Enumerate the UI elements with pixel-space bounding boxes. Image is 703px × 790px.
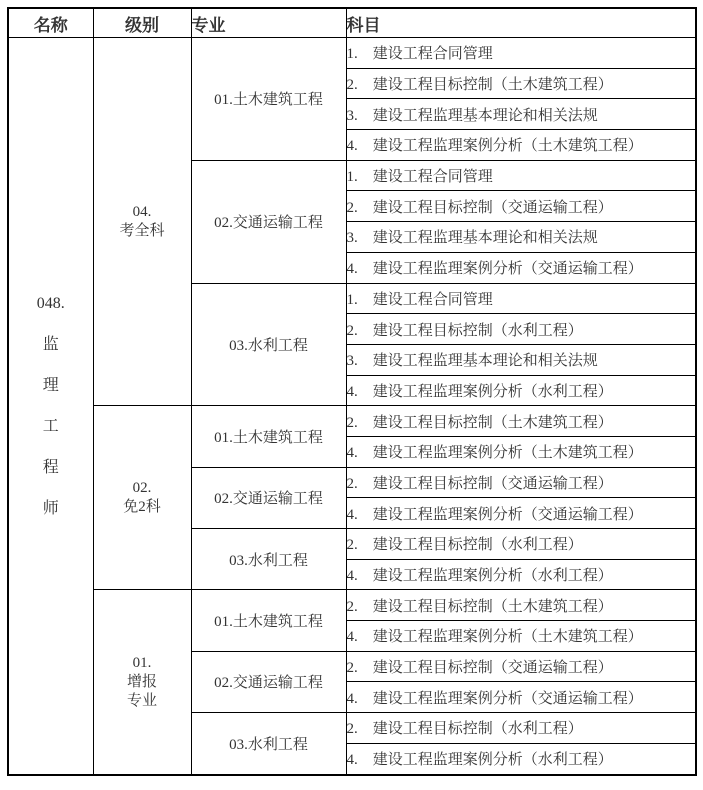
col-header-subject: 科目: [346, 8, 696, 38]
subject-cell: 2. 建设工程目标控制（土木建筑工程）: [346, 68, 696, 99]
subject-cell: 2. 建设工程目标控制（土木建筑工程）: [346, 406, 696, 437]
name-char: 工: [42, 418, 59, 435]
level-cell: [93, 38, 191, 406]
table-row: [8, 38, 696, 69]
level-label-line: 专业: [126, 692, 157, 709]
major-cell: 01.土木建筑工程: [191, 590, 346, 651]
table-body: [8, 38, 696, 776]
major-cell: 03.水利工程: [191, 283, 346, 406]
subject-cell: 2. 建设工程目标控制（交通运输工程）: [346, 467, 696, 498]
name-char: 程: [42, 459, 59, 476]
name-char: 理: [42, 377, 59, 394]
subject-cell: 4. 建设工程监理案例分析（土木建筑工程）: [346, 130, 696, 161]
level-label-line: 增报: [126, 673, 157, 690]
subject-cell: 1. 建设工程合同管理: [346, 283, 696, 314]
header-row: [8, 8, 696, 38]
col-header-major: 专业: [191, 8, 346, 38]
col-header-name: 名称: [8, 8, 93, 38]
major-cell: 01.土木建筑工程: [191, 38, 346, 161]
major-cell: 02.交通运输工程: [191, 651, 346, 712]
subject-cell: 2. 建设工程目标控制（水利工程）: [346, 713, 696, 744]
name-code: 048.: [36, 295, 65, 312]
name-char: 师: [42, 500, 59, 517]
subject-cell: 2. 建设工程目标控制（水利工程）: [346, 314, 696, 345]
name-char: 监: [42, 336, 59, 353]
table-row: [8, 590, 696, 621]
level-cell: [93, 590, 191, 775]
subject-cell: 2. 建设工程目标控制（交通运输工程）: [346, 191, 696, 222]
subject-cell: 4. 建设工程监理案例分析（水利工程）: [346, 743, 696, 775]
major-cell: 03.水利工程: [191, 713, 346, 775]
subject-cell: 4. 建设工程监理案例分析（交通运输工程）: [346, 252, 696, 283]
level-label-line: 考全科: [119, 222, 165, 239]
major-cell: 03.水利工程: [191, 529, 346, 590]
subject-cell: 4. 建设工程监理案例分析（交通运输工程）: [346, 682, 696, 713]
level-label-line: 02.: [132, 479, 152, 496]
subject-cell: 4. 建设工程监理案例分析（交通运输工程）: [346, 498, 696, 529]
table-row: [8, 406, 696, 437]
page: [0, 7, 703, 776]
subject-cell: 1. 建设工程合同管理: [346, 160, 696, 191]
subject-cell: 4. 建设工程监理案例分析（水利工程）: [346, 559, 696, 590]
level-label-line: 01.: [132, 654, 152, 671]
subject-cell: 2. 建设工程目标控制（土木建筑工程）: [346, 590, 696, 621]
subject-cell: 4. 建设工程监理案例分析（土木建筑工程）: [346, 436, 696, 467]
major-cell: 01.土木建筑工程: [191, 406, 346, 467]
exam-subjects-table: [7, 7, 697, 776]
major-cell: 02.交通运输工程: [191, 467, 346, 528]
col-header-level: 级别: [93, 8, 191, 38]
level-cell: [93, 406, 191, 590]
table-header: [8, 8, 696, 38]
name-cell: [8, 38, 93, 776]
major-cell: 02.交通运输工程: [191, 160, 346, 283]
level-label-line: 免2科: [123, 498, 161, 515]
level-label-line: 04.: [132, 203, 152, 220]
subject-cell: 1. 建设工程合同管理: [346, 38, 696, 69]
subject-cell: 4. 建设工程监理案例分析（土木建筑工程）: [346, 621, 696, 652]
subject-cell: 3. 建设工程监理基本理论和相关法规: [346, 344, 696, 375]
subject-cell: 4. 建设工程监理案例分析（水利工程）: [346, 375, 696, 406]
subject-cell: 3. 建设工程监理基本理论和相关法规: [346, 99, 696, 130]
subject-cell: 3. 建设工程监理基本理论和相关法规: [346, 222, 696, 253]
subject-cell: 2. 建设工程目标控制（水利工程）: [346, 529, 696, 560]
subject-cell: 2. 建设工程目标控制（交通运输工程）: [346, 651, 696, 682]
